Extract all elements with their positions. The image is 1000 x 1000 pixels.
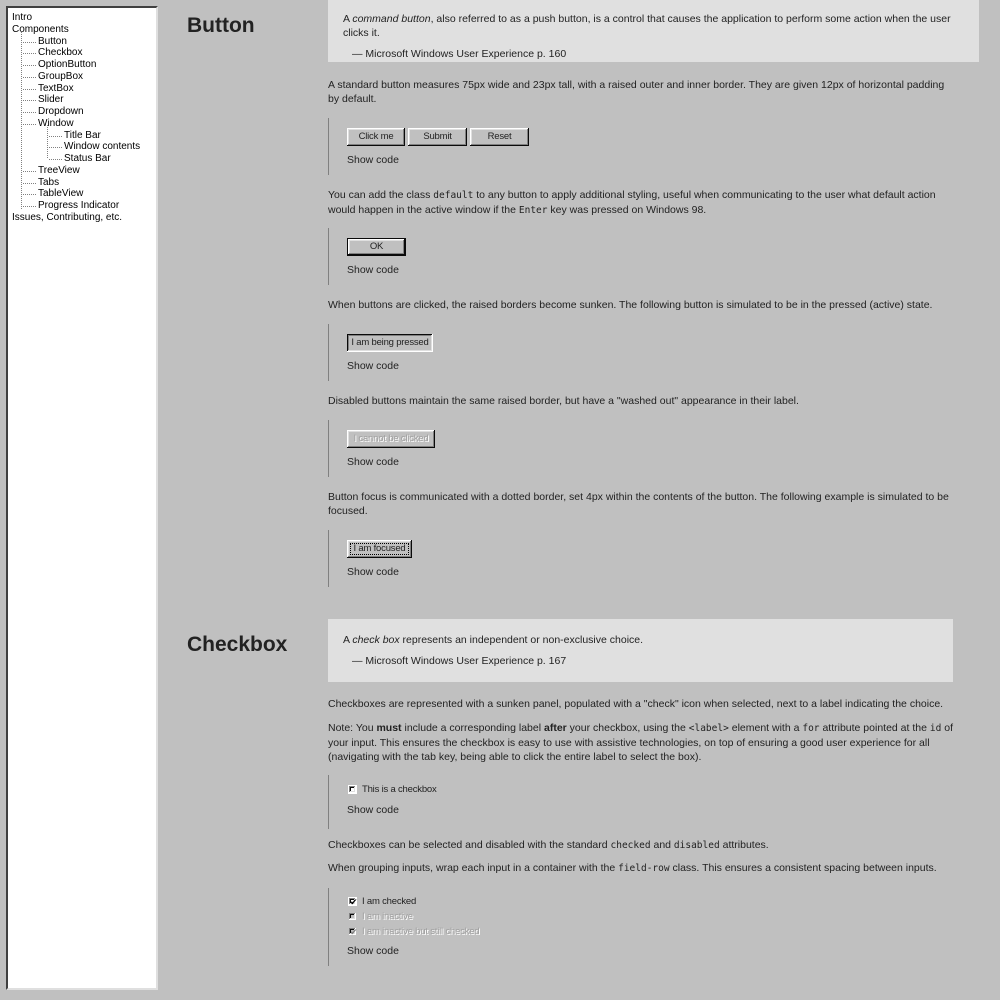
sidebar-item-dropdown[interactable] xyxy=(10,106,156,118)
focused-button[interactable] xyxy=(347,540,412,558)
inline-code: disabled xyxy=(673,840,720,851)
sidebar-item-label: Slider xyxy=(38,94,64,106)
checkbox-label[interactable]: This is a checkbox xyxy=(362,784,437,795)
sidebar-item-tabs[interactable] xyxy=(10,177,156,189)
paragraph-text: key was pressed on Windows 98. xyxy=(547,204,707,216)
inline-code: checked xyxy=(610,840,651,851)
example-panel xyxy=(328,420,348,477)
sidebar-item-optionbutton[interactable] xyxy=(10,59,156,71)
tree-line xyxy=(23,171,36,172)
quote-text-part: A xyxy=(343,634,353,646)
bold-text: after xyxy=(544,722,567,734)
sidebar-tree xyxy=(6,6,158,990)
quote-attribution: — Microsoft Windows User Experience p. 167 xyxy=(352,655,567,667)
paragraph: A standard button measures 75px wide and 23px tall, with a raised outer and inner border. They are given 12px of horizontal padding by default. xyxy=(328,79,945,105)
sidebar-item-button[interactable] xyxy=(10,36,156,48)
show-code-link[interactable]: Show code xyxy=(347,804,399,816)
checkbox-label: I am inactive but still checked xyxy=(362,926,480,937)
inline-code: field-row xyxy=(618,863,670,874)
click-me-button[interactable]: Click me xyxy=(347,128,405,146)
quote-text-part: , also referred to as a push button, is a control that causes the application to perform some action when the user clicks it. xyxy=(343,13,951,39)
paragraph-text: Checkboxes can be selected and disabled with the standard xyxy=(328,839,611,851)
tree-line xyxy=(49,147,62,148)
sidebar-item-tableview[interactable] xyxy=(10,188,156,200)
blockquote xyxy=(328,619,953,682)
sidebar-item-label: Intro xyxy=(12,12,33,23)
sidebar-item-label: Dropdown xyxy=(38,106,84,117)
sidebar-item-windowcontents[interactable] xyxy=(10,141,156,153)
tree-line xyxy=(23,89,36,90)
show-code-link[interactable]: Show code xyxy=(347,945,399,957)
checkbox[interactable] xyxy=(348,785,357,794)
inline-code: Enter xyxy=(518,205,548,216)
sidebar-item-checkbox[interactable] xyxy=(10,47,156,59)
sidebar-item-label: Components xyxy=(12,23,69,35)
submit-button[interactable]: Submit xyxy=(408,128,467,146)
quote-text-part: represents an independent or non-exclusive choice. xyxy=(399,634,644,646)
disabled-button: I cannot be clicked xyxy=(347,430,435,448)
sidebar-item-statusbar[interactable] xyxy=(10,153,156,165)
tree-line xyxy=(23,42,36,43)
show-code-link[interactable]: Show code xyxy=(347,456,399,468)
paragraph-text: to any button to apply additional styling, useful when communicating to the user what default action would happen in the active window if the xyxy=(328,189,936,216)
example-panel xyxy=(328,888,348,966)
sidebar-item-label: GroupBox xyxy=(38,70,84,82)
paragraph xyxy=(328,838,953,853)
paragraph-text: include a corresponding label xyxy=(401,722,544,734)
tree-line xyxy=(23,183,36,184)
paragraph-text: attribute pointed at the xyxy=(819,722,930,734)
tree-line xyxy=(23,206,36,207)
note-paragraph xyxy=(328,721,953,764)
paragraph: Checkboxes are represented with a sunken panel, populated with a "check" icon when selected, next to a label indicating the choice. xyxy=(328,698,944,710)
example-panel xyxy=(328,775,348,829)
section-title-checkbox: Checkbox xyxy=(187,633,288,656)
sidebar-item-label: Issues, Contributing, etc. xyxy=(12,211,123,223)
sidebar-item-textbox[interactable] xyxy=(10,83,156,95)
sidebar-item-groupbox[interactable] xyxy=(10,71,156,83)
paragraph-text: and xyxy=(650,839,674,851)
sidebar-item-titlebar[interactable] xyxy=(10,130,156,142)
example-panel xyxy=(328,118,348,175)
sidebar-item-label: Status Bar xyxy=(64,153,111,164)
sidebar-item-issues[interactable] xyxy=(10,212,156,224)
paragraph-text: class. This ensures a consistent spacing between inputs. xyxy=(669,862,937,874)
tree-line xyxy=(23,53,36,54)
example-panel xyxy=(328,530,348,587)
checkbox-label: I am inactive xyxy=(362,911,413,922)
quote-text-part: A xyxy=(343,13,353,25)
inline-code: for xyxy=(802,723,820,734)
pressed-button[interactable]: I am being pressed xyxy=(347,334,433,352)
quote-emphasis: check box xyxy=(352,634,400,646)
tree-line xyxy=(49,159,62,160)
paragraph-text: of your input. This ensures the checkbox is easy to use with assistive technologies, on top of ensuring a good user experience for all (navigating with the tab key, being able to click the entire label to select the box). xyxy=(328,722,953,763)
paragraph-text: When grouping inputs, wrap each input in a container with the xyxy=(328,862,619,874)
sidebar-item-label: TableView xyxy=(38,188,84,200)
tree-line xyxy=(23,100,36,101)
sidebar-item-treeview[interactable] xyxy=(10,165,156,177)
tree-line xyxy=(23,77,36,78)
inline-code: id xyxy=(929,723,942,734)
paragraph xyxy=(328,188,953,218)
sidebar-item-progress[interactable] xyxy=(10,200,156,212)
sidebar-item-label: Window xyxy=(38,117,74,129)
paragraph-text: Note: You xyxy=(328,722,377,734)
blockquote xyxy=(328,0,979,62)
sidebar-item-components[interactable] xyxy=(10,24,156,36)
sidebar-item-label: TreeView xyxy=(38,164,80,176)
paragraph-text: element with a xyxy=(728,722,803,734)
tree-line xyxy=(23,112,36,113)
sidebar-item-label: Tabs xyxy=(38,176,60,188)
sidebar-item-label: Checkbox xyxy=(38,47,83,59)
sidebar-item-slider[interactable] xyxy=(10,94,156,106)
ok-default-button[interactable]: OK xyxy=(347,238,406,256)
quote-text xyxy=(343,12,964,40)
sidebar-item-window[interactable] xyxy=(10,118,156,130)
sidebar-item-label: Button xyxy=(38,35,67,47)
bold-text: must xyxy=(376,722,402,734)
tree-line xyxy=(49,136,62,137)
show-code-link[interactable]: Show code xyxy=(347,360,399,372)
inline-code: <label> xyxy=(688,723,729,734)
check-icon: ✔ xyxy=(350,927,358,937)
paragraph xyxy=(328,861,953,876)
show-code-link[interactable]: Show code xyxy=(347,264,399,276)
tree-line xyxy=(23,124,36,125)
show-code-link[interactable]: Show code xyxy=(347,154,399,166)
paragraph-text: You can add the class xyxy=(328,189,434,201)
paragraph-text: your checkbox, using the xyxy=(566,722,689,734)
section-title-button: Button xyxy=(187,14,255,37)
sidebar-item-label: TextBox xyxy=(38,82,74,94)
example-panel xyxy=(328,324,348,381)
checkbox-label[interactable]: I am checked xyxy=(362,896,417,907)
sidebar-item-label: Progress Indicator xyxy=(38,200,120,211)
tree-line xyxy=(23,194,36,195)
inline-code: default xyxy=(433,190,474,201)
sidebar-item-label: Window contents xyxy=(64,141,141,153)
paragraph: Disabled buttons maintain the same raised border, but have a "washed out" appearance in their label. xyxy=(328,395,799,407)
checkbox[interactable] xyxy=(348,897,357,906)
paragraph-text: attributes. xyxy=(719,839,769,851)
paragraph: Button focus is communicated with a dotted border, set 4px within the contents of the button. The following example is simulated to be focused. xyxy=(328,491,949,517)
quote-text xyxy=(343,633,938,647)
tree-line xyxy=(23,65,36,66)
show-code-link[interactable]: Show code xyxy=(347,566,399,578)
sidebar-item-label: OptionButton xyxy=(38,59,97,70)
quote-emphasis: command button xyxy=(352,13,431,25)
check-icon: ✔ xyxy=(350,897,358,907)
checkbox xyxy=(348,912,357,921)
sidebar-item-label: Title Bar xyxy=(64,129,101,141)
checkbox xyxy=(348,927,357,936)
quote-attribution: — Microsoft Windows User Experience p. 160 xyxy=(352,48,567,60)
sidebar-item-intro[interactable] xyxy=(10,12,156,24)
reset-button[interactable]: Reset xyxy=(470,128,529,146)
paragraph: When buttons are clicked, the raised borders become sunken. The following button is simulated to be in the pressed (active) state. xyxy=(328,299,933,311)
example-panel xyxy=(328,228,348,285)
button-label: I am focused xyxy=(347,540,412,558)
